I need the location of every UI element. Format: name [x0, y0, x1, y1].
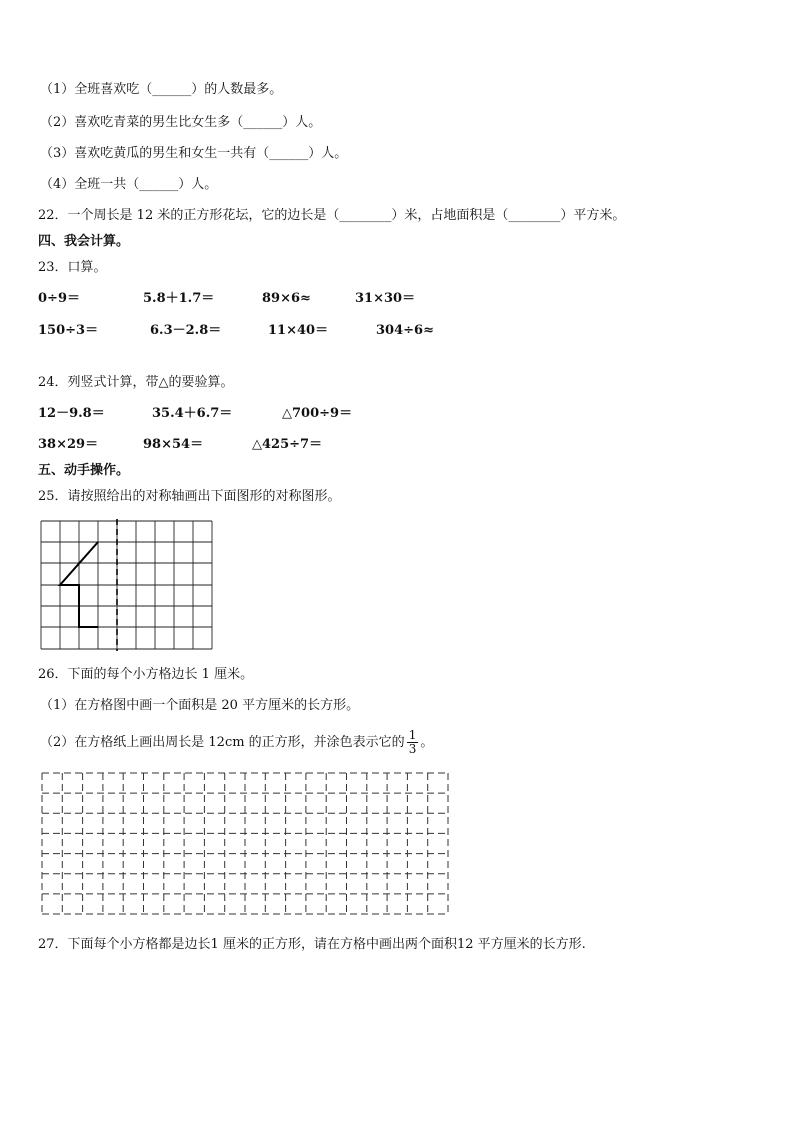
q26-sub1: （1）在方格图中画一个面积是 20 平方厘米的长方形。: [40, 698, 360, 713]
q24-title: 24．列竖式计算，带△的要验算。: [38, 375, 234, 390]
q26-sub2-text: （2）在方格纸上画出周长是 12cm 的正方形，并涂色表示它的: [40, 735, 405, 750]
q21-sub-3: （3）喜欢吃黄瓜的男生和女生一共有（______）人。: [40, 146, 348, 161]
q23-r2-c2: 6.3－2.8＝: [150, 323, 222, 338]
q25-text: 25．请按照给出的对称轴画出下面图形的对称图形。: [38, 489, 341, 504]
q27-text: 27．下面每个小方格都是边长1 厘米的正方形，请在方格中画出两个面积12 平方厘米的长方形.: [38, 937, 586, 952]
q21-sub-1: （1）全班喜欢吃（______）的人数最多。: [40, 82, 283, 97]
section4-heading: 四、我会计算。: [38, 234, 130, 249]
q26-sub2-end: 。: [420, 735, 434, 750]
q26-title: 26．下面的每个小方格边长 1 厘米。: [38, 667, 254, 682]
q26-sub2: [40, 728, 433, 758]
q24-r1-c3: △700÷9＝: [282, 406, 353, 421]
q24-r2-c3: △425÷7＝: [252, 437, 323, 452]
q23-r2-c4: 304÷6≈: [376, 323, 434, 338]
q23-r1-c2: 5.8＋1.7＝: [143, 291, 215, 306]
q22-text: 22．一个周长是 12 米的正方形花坛，它的边长是（________）米，占地面积是（________）平方米。: [38, 208, 626, 223]
q21-sub-4: （4）全班一共（______）人。: [40, 177, 218, 192]
section5-heading: 五、动手操作。: [38, 463, 130, 478]
q24-r2-c2: 98×54＝: [143, 437, 204, 452]
q24-r1-c2: 35.4＋6.7＝: [152, 406, 233, 421]
fraction-denominator: 3: [408, 742, 417, 756]
dashed-grid: [38, 768, 456, 918]
one-third-fraction: [407, 729, 419, 756]
dashed-grid-lines: [42, 773, 448, 914]
q23-title: 23．口算。: [38, 260, 107, 275]
q23-r1-c1: 0÷9＝: [38, 291, 80, 306]
q23-r1-c4: 31×30＝: [355, 291, 416, 306]
fraction-numerator: 1: [408, 728, 417, 742]
q23-r2-c3: 11×40＝: [268, 323, 329, 338]
q24-r2-c1: 38×29＝: [38, 437, 99, 452]
q24-r1-c1: 12－9.8＝: [38, 406, 105, 421]
q23-r1-c3: 89×6≈: [262, 291, 311, 306]
q21-sub-2: （2）喜欢吃青菜的男生比女生多（______）人。: [40, 115, 322, 130]
symmetry-grid: [38, 518, 216, 652]
q23-r2-c1: 150÷3＝: [38, 323, 99, 338]
